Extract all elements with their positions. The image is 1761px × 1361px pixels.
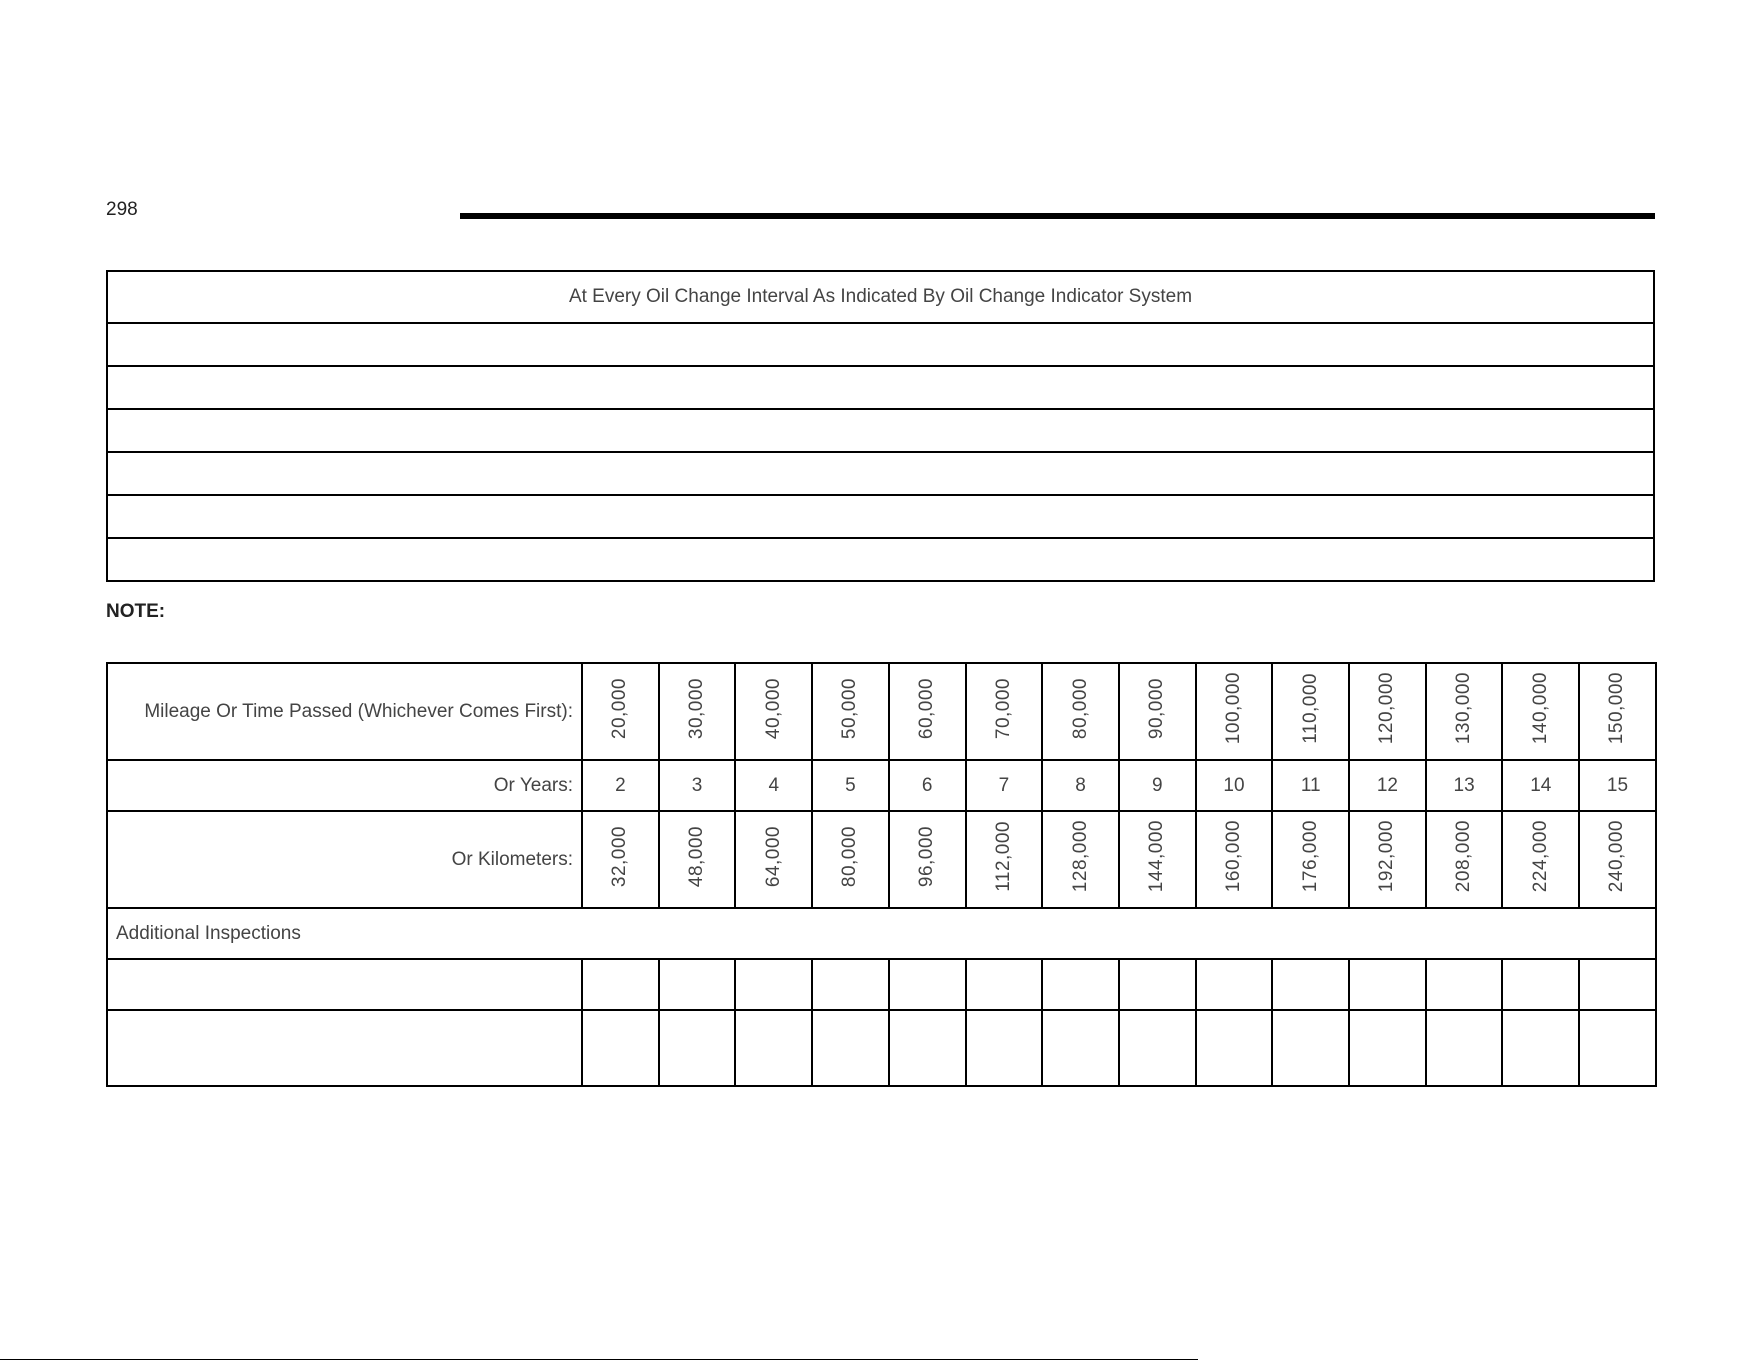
schedule-cell — [1272, 959, 1349, 1010]
page-number: 298 — [106, 199, 138, 220]
mileage-cell: 30,000 — [686, 677, 708, 740]
schedule-cell — [1426, 959, 1503, 1010]
schedule-cell — [1502, 959, 1579, 1010]
schedule-cell — [582, 1010, 659, 1086]
kilometers-cell: 240,000 — [1606, 820, 1628, 893]
years-cell: 13 — [1426, 760, 1503, 811]
schedule-cell — [582, 959, 659, 1010]
kilometers-cell: 48,000 — [686, 825, 708, 888]
schedule-cell — [1272, 1010, 1349, 1086]
kilometers-cell: 32,000 — [609, 825, 631, 888]
schedule-cell — [1042, 1010, 1119, 1086]
kilometers-cell: 176,000 — [1299, 820, 1321, 893]
years-row — [107, 760, 1656, 811]
oil-change-table-title: At Every Oil Change Interval As Indicated By Oil Change Indicator System — [107, 271, 1654, 323]
footer-rule — [0, 1359, 1198, 1360]
schedule-cell — [966, 1010, 1043, 1086]
header-rule — [460, 213, 1655, 219]
schedule-cell — [966, 959, 1043, 1010]
years-cell: 15 — [1579, 760, 1656, 811]
schedule-cell — [1579, 1010, 1656, 1086]
mileage-cell: 40,000 — [762, 677, 784, 740]
kilometers-cell: 80,000 — [839, 825, 861, 888]
schedule-cell — [1119, 1010, 1196, 1086]
mileage-cell: 80,000 — [1069, 677, 1091, 740]
kilometers-cell: 144,000 — [1146, 820, 1168, 893]
note-label: NOTE: — [106, 601, 166, 622]
blank-row — [107, 538, 1654, 581]
mileage-cell: 60,000 — [916, 677, 938, 740]
inspection-item-cell — [107, 1010, 582, 1086]
schedule-cell — [1042, 959, 1119, 1010]
years-cell: 2 — [582, 760, 659, 811]
kilometers-cell: 192,000 — [1376, 820, 1398, 893]
schedule-cell — [1119, 959, 1196, 1010]
kilometers-row — [107, 811, 1656, 908]
mileage-row — [107, 663, 1656, 760]
years-cell: 9 — [1119, 760, 1196, 811]
blank-row — [107, 323, 1654, 366]
years-label: Or Years: — [107, 760, 582, 811]
kilometers-cell: 112,000 — [992, 821, 1014, 892]
mileage-cell: 110,000 — [1299, 673, 1321, 744]
oil-change-table — [106, 270, 1655, 582]
mileage-cell: 20,000 — [609, 677, 631, 740]
years-cell: 14 — [1502, 760, 1579, 811]
schedule-cell — [735, 959, 812, 1010]
schedule-cell — [1579, 959, 1656, 1010]
mileage-cell: 50,000 — [839, 677, 861, 740]
additional-inspections-row — [107, 908, 1656, 959]
years-cell: 12 — [1349, 760, 1426, 811]
blank-row — [107, 409, 1654, 452]
schedule-cell — [1502, 1010, 1579, 1086]
mileage-cell: 120,000 — [1376, 672, 1398, 745]
kilometers-cell: 64,000 — [762, 825, 784, 888]
years-cell: 7 — [966, 760, 1043, 811]
mileage-cell: 100,000 — [1222, 672, 1244, 745]
schedule-cell — [812, 1010, 889, 1086]
years-cell: 8 — [1042, 760, 1119, 811]
kilometers-cell: 128,000 — [1069, 820, 1091, 893]
schedule-cell — [889, 1010, 966, 1086]
inspection-row — [107, 1010, 1656, 1086]
inspection-item-cell — [107, 959, 582, 1010]
schedule-cell — [659, 959, 736, 1010]
mileage-cell: 70,000 — [992, 677, 1014, 740]
kilometers-cell: 224,000 — [1529, 820, 1551, 893]
schedule-cell — [812, 959, 889, 1010]
blank-row — [107, 366, 1654, 409]
kilometers-label: Or Kilometers: — [107, 811, 582, 908]
additional-inspections-label: Additional Inspections — [107, 908, 1656, 959]
schedule-cell — [659, 1010, 736, 1086]
mileage-cell: 130,000 — [1453, 672, 1475, 745]
schedule-cell — [1426, 1010, 1503, 1086]
schedule-cell — [889, 959, 966, 1010]
years-cell: 3 — [659, 760, 736, 811]
years-cell: 6 — [889, 760, 966, 811]
blank-row — [107, 452, 1654, 495]
schedule-cell — [1349, 1010, 1426, 1086]
schedule-cell — [1196, 1010, 1273, 1086]
mileage-cell: 90,000 — [1146, 677, 1168, 740]
years-cell: 5 — [812, 760, 889, 811]
schedule-cell — [735, 1010, 812, 1086]
years-cell: 11 — [1272, 760, 1349, 811]
kilometers-cell: 160,000 — [1222, 820, 1244, 893]
years-cell: 4 — [735, 760, 812, 811]
kilometers-cell: 208,000 — [1453, 820, 1475, 893]
mileage-label: Mileage Or Time Passed (Whichever Comes First): — [107, 663, 582, 760]
blank-row — [107, 495, 1654, 538]
mileage-cell: 150,000 — [1606, 672, 1628, 745]
inspection-row — [107, 959, 1656, 1010]
schedule-cell — [1196, 959, 1273, 1010]
kilometers-cell: 96,000 — [916, 825, 938, 888]
mileage-cell: 140,000 — [1529, 672, 1551, 745]
years-cell: 10 — [1196, 760, 1273, 811]
maintenance-schedule-table — [106, 662, 1657, 1087]
schedule-cell — [1349, 959, 1426, 1010]
